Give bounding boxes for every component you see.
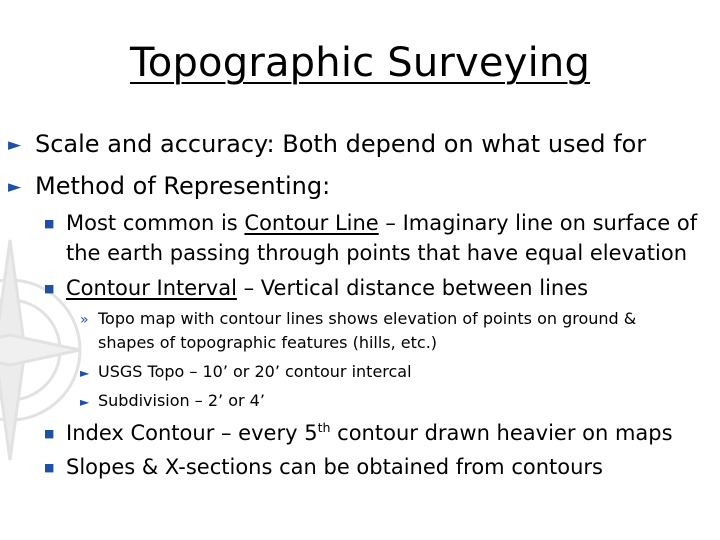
detail-topo-map: » Topo map with contour lines shows elevation of points on ground & xyxy=(80,309,637,328)
slide-title: Topographic Surveying xyxy=(129,40,591,86)
sub-bullet-contour-line-cont: the earth passing through points that have equal elevation xyxy=(66,241,688,265)
bullet-method-representing: ► Method of Representing: xyxy=(8,172,331,200)
triangle-bullet-icon: ► xyxy=(80,366,90,380)
square-bullet-icon: ■ xyxy=(44,282,55,295)
contour-line-term: Contour Line xyxy=(244,211,379,235)
bullet-subdivision: ► Subdivision – 2’ or 4’ xyxy=(80,391,265,410)
triangle-bullet-icon: ► xyxy=(80,395,90,409)
sub-bullet-index-contour: ■ Index Contour – every 5th contour drawn heavier on maps xyxy=(44,420,673,445)
sub-bullet-slopes: ■ Slopes & X-sections can be obtained from contours xyxy=(44,455,603,479)
square-bullet-icon: ■ xyxy=(44,427,55,440)
sub-bullet-contour-interval: ■ Contour Interval – Vertical distance between lines xyxy=(44,276,589,300)
square-bullet-icon: ■ xyxy=(44,217,55,230)
square-bullet-icon: ■ xyxy=(44,461,55,474)
bullet-usgs-topo: ► USGS Topo – 10’ or 20’ contour intercal xyxy=(80,362,412,381)
detail-topo-map-cont: shapes of topographic features (hills, etc.) xyxy=(98,333,438,352)
triangle-bullet-icon: ► xyxy=(8,177,22,197)
contour-interval-term: Contour Interval xyxy=(66,276,237,300)
sub-bullet-contour-line: ■ Most common is Contour Line – Imaginary line on surface of xyxy=(44,211,698,235)
bullet-scale-accuracy: ► Scale and accuracy: Both depend on what used for xyxy=(8,130,647,158)
triangle-bullet-icon: ► xyxy=(8,135,22,155)
double-chevron-icon: » xyxy=(80,312,89,328)
